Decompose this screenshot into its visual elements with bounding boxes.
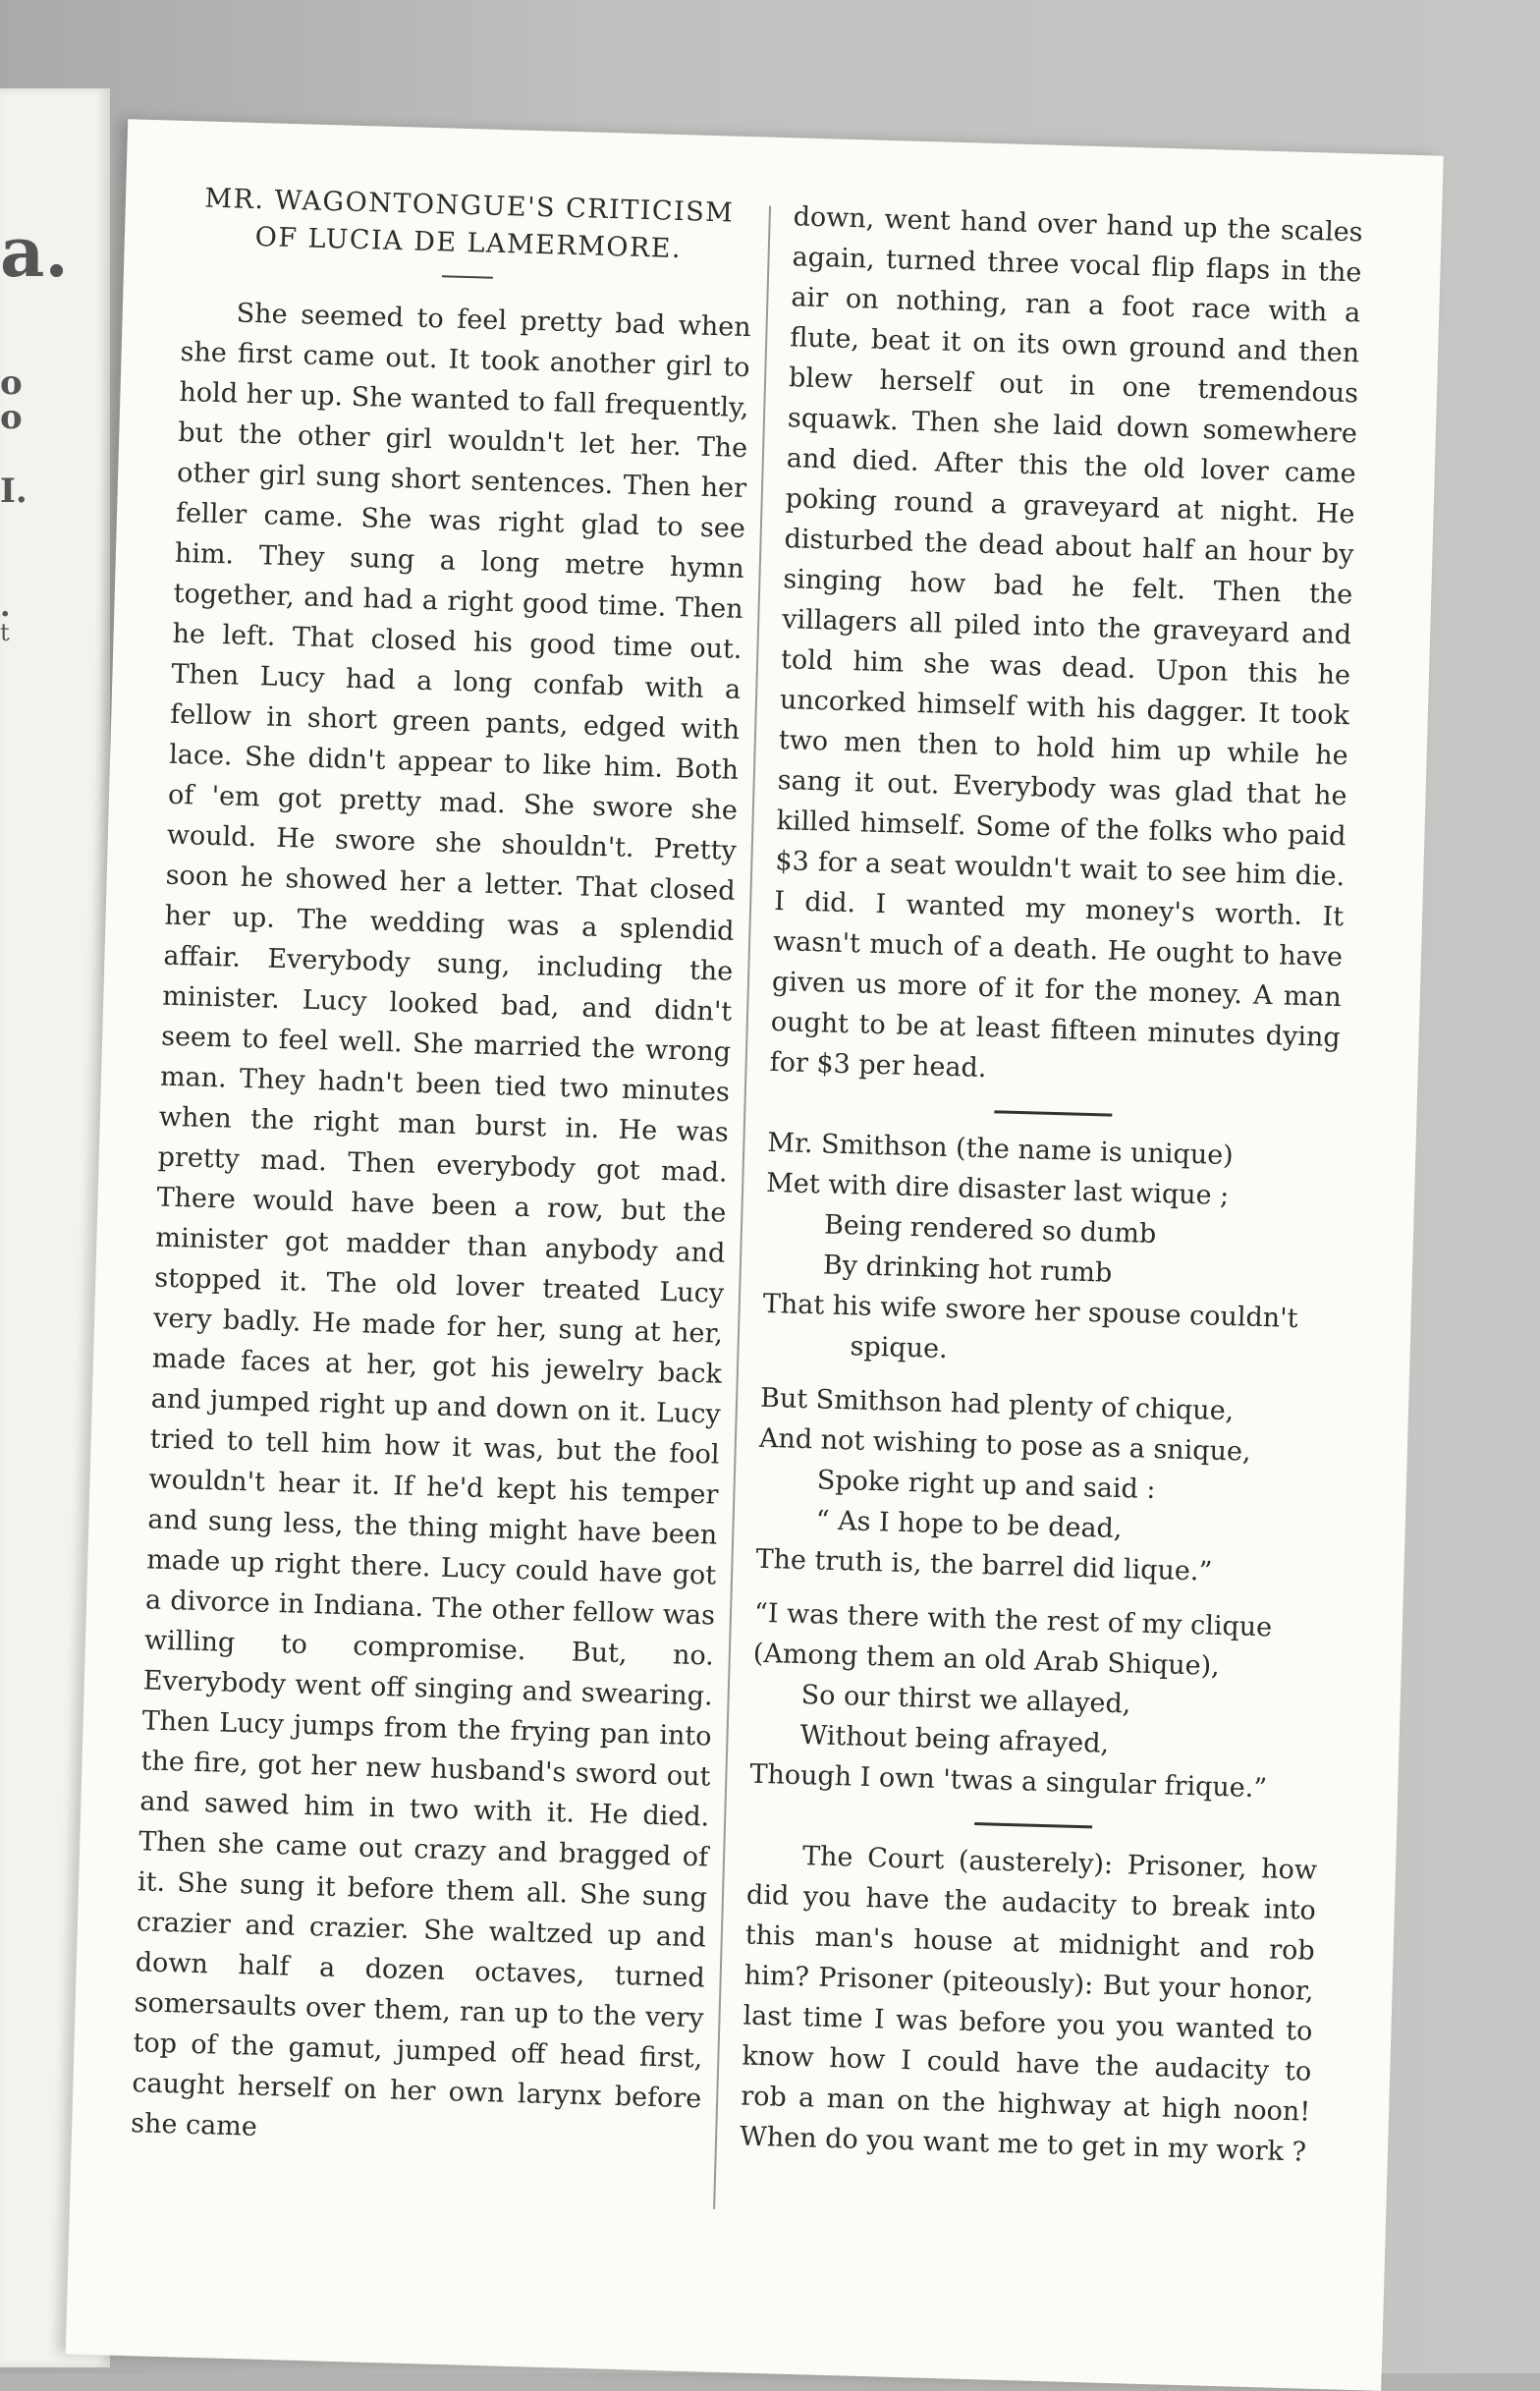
left-fragment: o (0, 398, 23, 437)
left-fragment: o (0, 363, 23, 403)
left-column (131, 180, 755, 2159)
poem-stanza (761, 1123, 1338, 1380)
poem-line: “I was there with the rest of my clique (753, 1597, 1273, 1643)
poem-line: So our thirst we allayed, (800, 1680, 1131, 1720)
left-fragment: I. (0, 472, 28, 511)
right-column (740, 196, 1364, 2172)
left-fragment: . (0, 589, 11, 624)
left-fragment: t (0, 619, 10, 646)
section-rule (974, 1822, 1092, 1828)
poem-line: And not wishing to pose as a snique, (758, 1422, 1251, 1468)
section-rule (994, 1110, 1112, 1116)
poem-line: “ As I hope to be dead, (815, 1505, 1123, 1545)
poem-line: That his wife swore her spouse couldn't (762, 1288, 1298, 1335)
title-line: OF LUCIA DE LAMERMORE. (254, 221, 683, 265)
poem-line: Spoke right up and said : (816, 1465, 1156, 1506)
left-fragment: a. (0, 211, 69, 293)
poem-line: Being rendered so dumb (823, 1209, 1157, 1250)
court-joke: The Court (austerely): Prisoner, how did you have the audacity to break into this man's house at midnight and rob him? Prisoner (piteously): But your honor, last time I was before you you wanted to know how I could have the audacity to rob a man on the highway at high noon! When do you want me to get in my work ? (739, 1841, 1318, 2168)
poem-line: By drinking hot rumb (822, 1250, 1113, 1289)
poem-line: Mr. Smithson (the name is unique) (766, 1127, 1235, 1172)
poem-line: The truth is, the barrel did lique.” (755, 1543, 1213, 1587)
poem-line: spique. (850, 1331, 949, 1365)
title-line: MR. WAGONTONGUE'S CRITICISM (204, 183, 735, 229)
poem-line: Met with dire disaster last wique ; (765, 1167, 1230, 1212)
printed-page (66, 119, 1444, 2391)
poem-stanza (755, 1378, 1330, 1595)
poem-line: But Smithson had plenty of chique, (759, 1382, 1235, 1427)
poem-line: Without being afrayed, (799, 1720, 1110, 1759)
title-rule (442, 275, 493, 278)
poem-line: Though I own 'twas a singular frique.” (749, 1758, 1268, 1805)
article-title (183, 180, 754, 270)
poem-line: (Among them an old Arab Shique), (752, 1638, 1221, 1682)
poem-stanza (749, 1593, 1324, 1810)
article-body-left: She seemed to feel pretty bad when she first came out. It took another girl to hold her up. She wanted to fall frequently, but the other girl wouldn't let her. The other girl sung short sentences. Then her feller came. She was right glad to see him. They sung a long metre hymn together, and had a right good time. Then he left. That closed his good time out. Then Lucy had a long confab with a fellow in short green pants, edged with lace. She didn't appear to like him. Both of 'em got pretty mad. She swore she would. He swore she shouldn't. Pretty soon he showed her a letter. That closed her up. The wedding was a splendid affair. Everybody sung, including the minister. Lucy looked bad, and didn't seem to feel well. She married the wrong man. They hadn't been tied two minutes when the right man burst in. He was pretty mad. Then everybody got mad. There would have been a row, but the minister got madder than anybody and stopped it. The old lover treated Lucy very badly. He made for her, sung at her, made faces at her, got his jewelry back and jumped right up and down on it. Lucy tried to tell him how it was, but the fool wouldn't hear it. If he'd kept his temper and sung less, the thing might have been made up right there. Lucy could have got a divorce in Indiana. The other fellow was willing to compromise. But, no. Everybody went off singing and swearing. Then Lucy jumps from the frying pan into the fire, got her new husband's sword out and sawed him in two with it. He died. Then she came out crazy and bragged of it. She sung it before them all. She sung crazier and crazier. She waltzed up and down half a dozen octaves, turned somersaults over them, ran up to the very top of the gamut, jumped off head first, caught herself on her own larynx before she came (130, 298, 752, 2142)
article-body-right: down, went hand over hand up the scales again, turned three vocal flip flaps in the air on nothing, ran a foot race with a flute, beat it on its own ground and then blew herself out in one tremendous squawk. Then she laid down somewhere and died. After this the old lover came poking round a graveyard at night. He disturbed the dead about half an hour by singing how bad he felt. Then the villagers all piled into the graveyard and told him she was dead. Upon this he uncorked himself with his dagger. It took two men then to hold him up while he sang it out. Everybody was glad that he killed himself. Some of the folks who paid $3 for a seat wouldn't wait to see him die. I did. I wanted my money's worth. It wasn't much of a death. He ought to have given us more of it for the money. A man ought to be at least fifteen minutes dying for $3 per head. (769, 201, 1363, 1084)
